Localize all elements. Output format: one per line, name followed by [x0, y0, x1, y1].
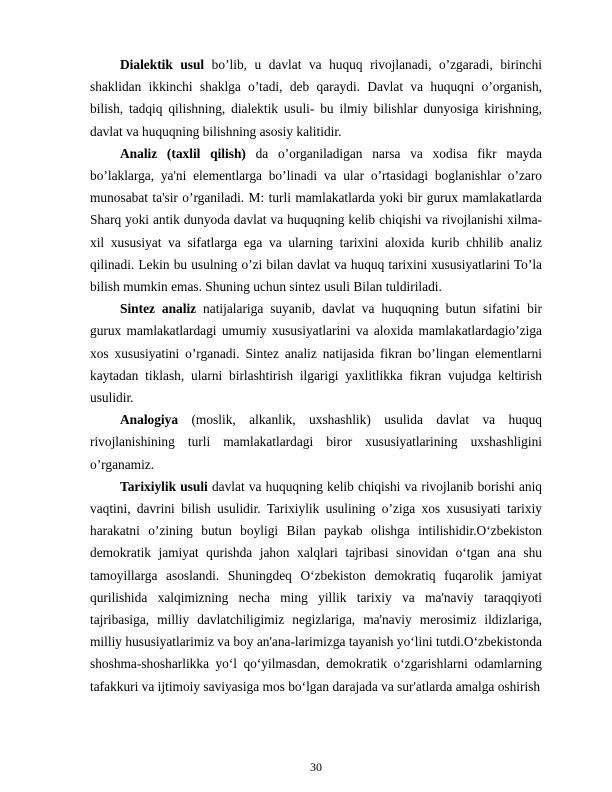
page-number: 30	[310, 760, 322, 774]
paragraph-text: natijalariga suyanib, davlat va huquqning butun sifatini bir gurux mamlakatlardagi umumiy xususiyatlarini va aloxida mamlakatlardagio’ziga xos xususiyatini o’rganadi. Sintez analiz natijasida fikran bo’lingan elementlarni kaytadan tiklash, ularni birlashtirish ilgarigi yaxlitlikka fikran vujudga keltirish usulidir.	[90, 301, 543, 406]
paragraph-sintez	[90, 298, 542, 409]
paragraph-analiz	[90, 143, 542, 298]
paragraph-tarixiylik	[90, 476, 542, 698]
body-text	[90, 54, 542, 698]
term-analiz: Analiz (taxlil qilish)	[120, 145, 246, 161]
term-analogiya: Analogiya	[120, 412, 179, 428]
term-dialektik: Dialektik usul	[120, 57, 205, 72]
paragraph-text: (moslik, alkanlik, uxshashlik) usulida davlat va huquq rivojlanishining turli mamlakatlardagi biror xususiyatlarining uxshashligini o’rganamiz.	[90, 412, 542, 472]
paragraph-analogiya	[90, 409, 542, 476]
paragraph-text: da o’organiladigan narsa va xodisa fikr mayda bo’laklarga, ya'ni elementlarga bo’linadi va ular o’rtasidagi boglanishlar o’zaro munosabat ta'sir o’rganiladi. M: turli mamlakatlarda yoki bir gurux mamlakatlarda Sharq yoki antik dunyoda davlat va huquqning kelib chiqishi va rivojlanishi xilma-xil xususiyat va sifatlarga ega va ularning tarixini aloxida kurib chhilib analiz qilinadi. Lekin bu usulning o’zi bilan davlat va huquq tarixini xususiyatlarini To’la bilish mumkin emas. Shuning uchun sintez usuli Bilan tuldiriladi.	[90, 145, 542, 295]
term-tarixiylik: Tarixiylik usuli	[120, 478, 208, 494]
paragraph-text: bo’lib, u davlat va huquq rivojlanadi, o’zgaradi, birinchi shaklidan ikkinchi shaklga o’tadi, deb qaraydi. Davlat va huquqni o’organish, bilish, tadqiq qilishning, dialektik usuli- bu ilmiy bilishlar dunyosiga kirishning, davlat va huquqning bilishning asosiy kalitidir.	[90, 57, 543, 139]
paragraph-text: davlat va huquqning kelib chiqishi va rivojlanib borishi aniq vaqtini, davrini bilish usulidir. Tarixiylik usulining o’ziga xos xususiyati tarixiy harakatni o’zining butun boyligi Bilan paykab olishga intilishidir.O‘zbekiston demokratik jamiyat qurishda jahon xalqlari tajribasi sinovidan o‘tgan ana shu tamoyillarga asoslandi. Shuningdeq O‘zbekiston demokratiq fuqarolik jamiyat qurilishida xalqimizning necha ming yillik tarixiy va ma'naviy taraqqiyoti tajribasiga, milliy davlatchiligimiz negizlariga, ma'naviy merosimiz ildizlariga, milliy hususiyatlarimiz va boy an'ana-larimizga tayanish yo‘lini tutdi.O‘zbekistonda shoshma-shosharlikka yo‘l qo‘yilmasdan, demokratik o‘zgarishlarni odamlarning tafakkuri va ijtimoiy saviyasiga mos bo‘lgan darajada va sur'atlarda amalga oshirish	[90, 478, 542, 694]
term-sintez: Sintez analiz	[120, 301, 197, 317]
paragraph-dialektik	[90, 54, 542, 143]
